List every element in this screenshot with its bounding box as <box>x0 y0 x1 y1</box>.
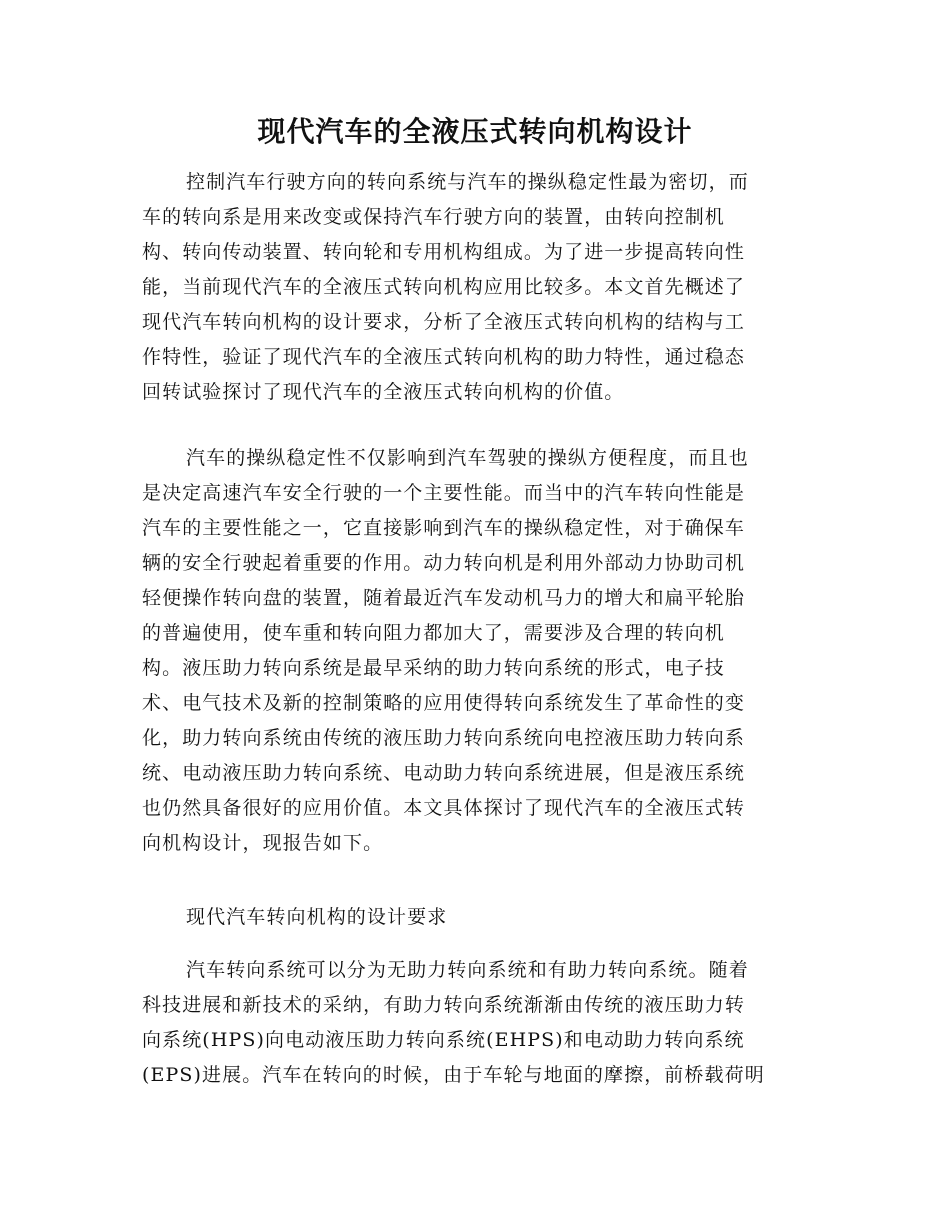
paragraph-line: 汽车转向系统可以分为无助力转向系统和有助力转向系统。随着 <box>186 959 749 981</box>
paragraph-background <box>142 441 804 861</box>
paragraph-line: 统、电动液压助力转向系统、电动助力转向系统进展，但是液压系统 <box>142 762 746 784</box>
section-heading <box>142 900 804 935</box>
paragraph-line: 构。液压助力转向系统是最早采纳的助力转向系统的形式，电子技 <box>142 657 725 679</box>
paragraph-intro <box>142 165 804 410</box>
paragraph-line: 回转试验探讨了现代汽车的全液压式转向机构的价值。 <box>142 381 625 403</box>
paragraph-line: 能，当前现代汽车的全液压式转向机构应用比较多。本文首先概述了 <box>142 276 746 298</box>
paragraph-line: 汽车的操纵稳定性不仅影响到汽车驾驶的操纵方便程度，而且也 <box>186 447 749 469</box>
paragraph-line: 向机构设计，现报告如下。 <box>142 832 384 854</box>
paragraph-line: 现代汽车转向机构的设计要求，分析了全液压式转向机构的结构与工 <box>142 311 746 333</box>
paragraph-line: 控制汽车行驶方向的转向系统与汽车的操纵稳定性最为密切，而 <box>186 171 749 193</box>
paragraph-line: 作特性，验证了现代汽车的全液压式转向机构的助力特性，通过稳态 <box>142 346 746 368</box>
document-title: 现代汽车的全液压式转向机构设计 <box>257 115 693 148</box>
section-heading-text: 现代汽车转向机构的设计要求 <box>186 906 448 928</box>
paragraph-line: 向系统(HPS)向电动液压助力转向系统(EHPS)和电动助力转向系统 <box>142 1029 745 1051</box>
paragraph-line: 车的转向系是用来改变或保持汽车行驶方向的装置，由转向控制机 <box>142 206 725 228</box>
paragraph-line: 术、电气技术及新的控制策略的应用使得转向系统发生了革命性的变 <box>142 692 746 714</box>
paragraph-line: 的普遍使用，使车重和转向阻力都加大了，需要涉及合理的转向机 <box>142 622 725 644</box>
paragraph-line: 轻便操作转向盘的装置，随着最近汽车发动机马力的增大和扁平轮胎 <box>142 587 746 609</box>
paragraph-line: 化，助力转向系统由传统的液压助力转向系统向电控液压助力转向系 <box>142 727 746 749</box>
paragraph-line: 是决定高速汽车安全行驶的一个主要性能。而当中的汽车转向性能是 <box>142 482 746 504</box>
paragraph-requirements <box>142 953 804 1093</box>
paragraph-line: 辆的安全行驶起着重要的作用。动力转向机是利用外部动力协助司机 <box>142 552 746 574</box>
paragraph-line: 汽车的主要性能之一，它直接影响到汽车的操纵稳定性，对于确保车 <box>142 517 746 539</box>
paragraph-line: 科技进展和新技术的采纳，有助力转向系统渐渐由传统的液压助力转 <box>142 994 746 1016</box>
paragraph-line: (EPS)进展。汽车在转向的时候，由于车轮与地面的摩擦，前桥载荷明 <box>142 1064 765 1086</box>
paragraph-line: 也仍然具备很好的应用价值。本文具体探讨了现代汽车的全液压式转 <box>142 797 746 819</box>
paragraph-line: 构、转向传动装置、转向轮和专用机构组成。为了进一步提高转向性 <box>142 241 746 263</box>
